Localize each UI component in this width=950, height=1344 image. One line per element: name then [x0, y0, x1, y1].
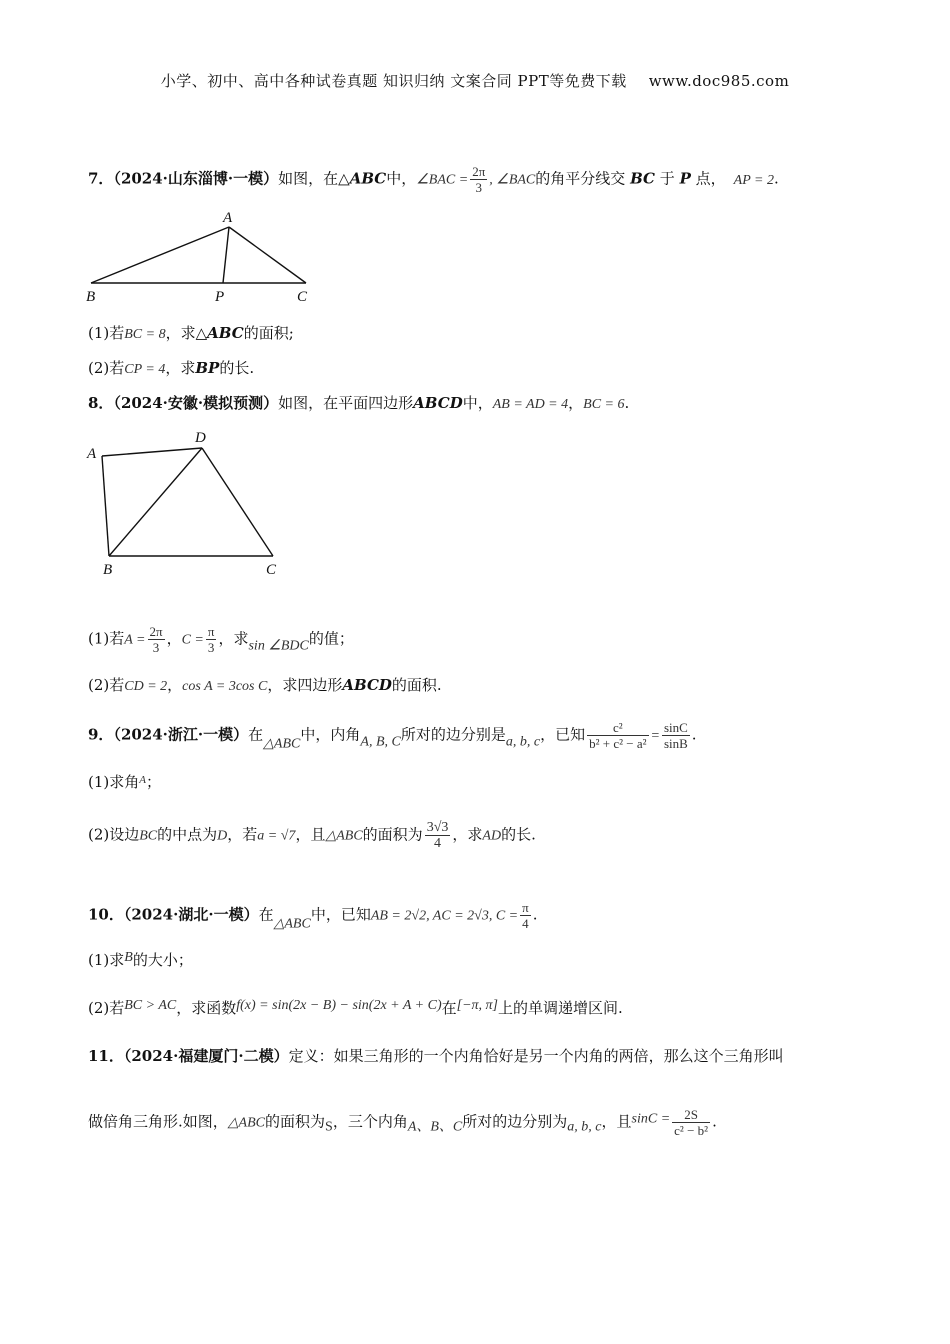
page-header — [0, 70, 950, 91]
q10-part2: (2)若BC > AC，求函数f(x) = sin(2x − B) − sin(2x + A + C)在[−π, π]上的单调递增区间. — [88, 998, 623, 1017]
q10-source: （2024·湖北·一模） — [123, 905, 259, 924]
q9-part1: (1)求角$^A$； — [88, 773, 161, 791]
header-text: 小学、初中、高中各种试卷真题 知识归纳 文案合同 PPT等免费下载 — [160, 72, 627, 90]
q8-source: （2024·安徽·模拟预测） — [113, 394, 279, 412]
q9-source: （2024·浙江·一模） — [113, 725, 249, 744]
q8-part2: (2)若CD = 2，cos A = 3cos C，求四边形ABCD的面积. — [88, 676, 442, 694]
q9-part2: (2)设边BC的中点为D，若a = √7，且△ABC的面积为 $\frac{3√3}{4}$ ，求AD的长. — [88, 820, 536, 851]
q8-quadrilateral-figure — [80, 422, 300, 582]
q8-part1: (1)若A = $\frac{2\pi}{3}$ ，C = $\frac{\pi}{3}$ ，求sin ∠BDC的值； — [88, 624, 354, 655]
q8-label-c: C — [266, 562, 277, 578]
q7-triangle-figure — [80, 205, 330, 305]
q7-label-p: P — [215, 289, 225, 305]
q11-stem-line2: 做倍角三角形.如图，△ABC的面积为S，三个内角A、B、C所对的边分别为a, b, c，且sinC = $\frac{2S}{\text{c² − b²}}$ . — [88, 1107, 717, 1138]
q11-stem-line1: 11．（2024·福建厦门·二模）定义：如果三角形的一个内角恰好是另一个内角的两倍，那么这个三角形叫 — [88, 1047, 784, 1065]
q7-stem: 7．（2024·山东淄博·一模）如图，在△ABC中，∠BAC = $\frac{2\pi}{3}$ , ∠BAC的角平分线交 BC 于 P 点， AP = 2. — [88, 164, 779, 195]
q7-angle-fraction: $\frac{2\pi}{3}$ — [472, 164, 486, 195]
q8-label-b: B — [103, 562, 113, 578]
q8-label-a: A — [87, 446, 97, 462]
q7-label-c: C — [297, 289, 308, 305]
q11-source: （2024·福建厦门·二模） — [123, 1047, 289, 1065]
q7-source: （2024·山东淄博·一模） — [113, 169, 279, 188]
q7-part1: (1)若BC = 8，求△ABC的面积; — [88, 324, 294, 342]
header-site: www.doc985.com — [648, 72, 790, 90]
q7-part2: (2)若CP = 4，求BP的长. — [88, 359, 255, 377]
q10-part1: (1)求B的大小； — [88, 950, 193, 969]
q7-label-b: B — [86, 289, 96, 305]
q7-label-a: A — [223, 210, 233, 226]
q10-stem: 10．（2024·湖北·一模）在△ABC中，已知AB = 2√2, AC = 2√3, C = $\frac{\pi}{4}$ . — [88, 900, 538, 932]
q9-stem: 9．（2024·浙江·一模）在△ABC中，内角A, B, C所对的边分别是a, b, c，已知 $\frac{\text{c²}}{\text{b² + c² − a²}}$ = $\frac{\sin C}{\sin B}$ . — [88, 720, 697, 752]
q8-stem: 8．（2024·安徽·模拟预测）如图，在平面四边形ABCD中，AB = AD = 4，BC = 6. — [88, 394, 630, 412]
q8-label-d: D — [195, 430, 206, 446]
